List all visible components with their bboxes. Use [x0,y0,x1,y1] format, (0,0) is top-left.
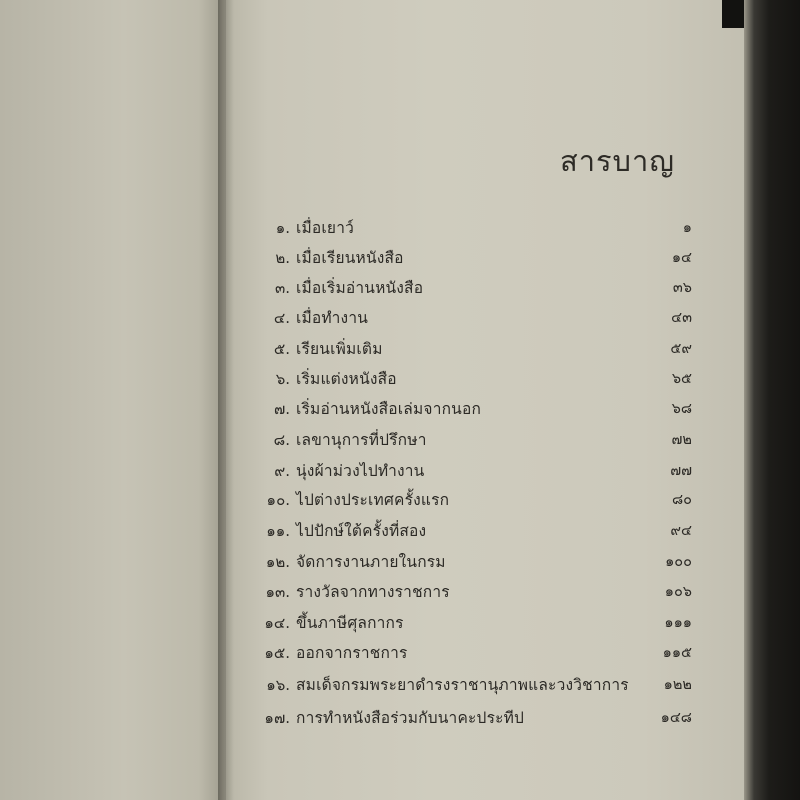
toc-entry-title: ไปปักษ์ใต้ครั้งที่สอง [296,522,427,540]
toc-entry-title: ไปต่างประเทศครั้งแรก [296,491,450,509]
toc-entry [0,272,800,302]
toc-entry-number: ๔. [273,309,290,327]
toc-entry-number: ๓. [274,279,290,297]
toc-entry-page: ๓๖ [672,280,692,296]
toc-entry-page: ๘๐ [671,492,692,508]
toc-entry [0,669,800,699]
toc-entry-page: ๑๒๒ [663,677,692,693]
toc-entry-page: ๖๘ [671,401,692,417]
toc-entry-number: ๕. [273,340,290,358]
toc-entry-number: ๑๑. [266,522,290,540]
toc-entry-page: ๑๑๕ [662,645,692,661]
toc-entry [0,393,800,423]
toc-entry-number: ๑๒. [265,553,290,571]
toc-entry-title: เลขานุการที่ปรึกษา [296,431,427,449]
toc-entry-number: ๑๕. [264,644,290,662]
toc-entry-number: ๘. [273,431,290,449]
toc-entry [0,702,800,732]
toc-entry-page: ๑๔ [671,250,692,266]
toc-entry-title: สมเด็จกรมพระยาดำรงราชานุภาพและวงวิชาการ [296,676,629,694]
toc-entry-number: ๑๓. [265,583,290,601]
toc-entry-number: ๑๔. [264,614,290,632]
toc-entry-page: ๑๑๑ [664,615,692,631]
toc-entry-number: ๗. [273,400,290,418]
toc-entry-title: เมื่อเรียนหนังสือ [296,249,404,267]
toc-entry [0,363,800,393]
toc-entry [0,576,800,606]
toc-entry [0,546,800,576]
toc-entry-page: ๑ [682,220,692,236]
toc-entry-title: เมื่อเริ่มอ่านหนังสือ [296,279,424,297]
toc-entry-number: ๑๖. [266,676,290,694]
toc-entry [0,242,800,272]
toc-entry-title: จัดการงานภายในกรม [296,553,446,571]
toc-entry [0,637,800,667]
toc-entry [0,424,800,454]
toc-entry-title: การทำหนังสือร่วมกับนาคะประทีป [296,709,525,727]
toc-entry-page: ๙๔ [670,523,692,539]
toc-entry [0,333,800,363]
toc-entry [0,455,800,485]
toc-entry-title: เมื่อทำงาน [296,309,369,327]
toc-entry-page: ๑๐๖ [664,584,692,600]
toc-entry-title: รางวัลจากทางราชการ [296,583,450,601]
toc-entry-title: ขึ้นภาษีศุลกากร [296,614,404,632]
toc-entry [0,212,800,242]
toc-entry-number: ๑. [275,219,290,237]
toc-entry-title: เริ่มอ่านหนังสือเล่มจากนอก [296,400,482,418]
toc-entry-page: ๗๗ [670,463,692,479]
toc-entry [0,515,800,545]
toc-entry-page: ๑๐๐ [665,554,692,570]
toc-title: สารบาญ [560,144,675,178]
toc-entry [0,484,800,514]
toc-entry-title: เริ่มแต่งหนังสือ [296,370,397,388]
toc-entry-page: ๑๔๘ [660,710,692,726]
toc-entry-page: ๔๓ [671,310,692,326]
toc-entry-number: ๒. [275,249,290,267]
toc-entry-number: ๑๐. [266,491,290,509]
toc-entry-page: ๕๙ [670,341,692,357]
toc-entry-number: ๖. [275,370,290,388]
toc-entry-number: ๙. [274,462,290,480]
toc-entry-page: ๗๒ [671,432,692,448]
toc-entry-title: เมื่อเยาว์ [296,219,355,237]
toc-entry [0,607,800,637]
toc-entry-title: เรียนเพิ่มเติม [296,340,383,358]
toc-entry-number: ๑๗. [264,709,290,727]
toc-entry-title: นุ่งผ้าม่วงไปทำงาน [296,462,425,480]
toc-entry [0,302,800,332]
toc-entry-title: ออกจากราชการ [296,644,408,662]
toc-entry-page: ๖๕ [671,371,692,387]
